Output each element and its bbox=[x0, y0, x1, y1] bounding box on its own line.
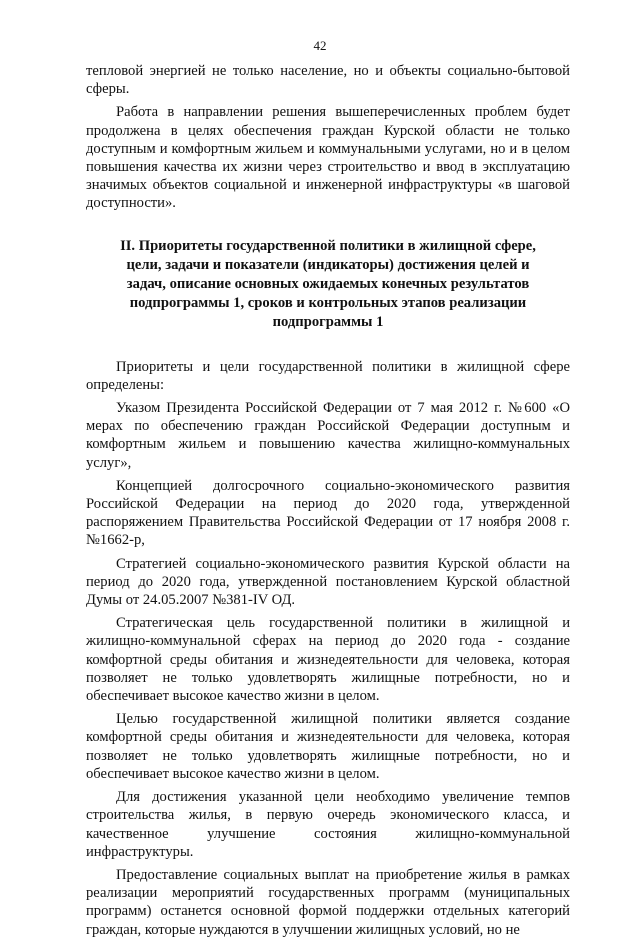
paragraph: Предоставление социальных выплат на приобретение жилья в рамках реализации мероприятий государственных программ (муниципальных программ) останется основной формой поддержки отдельных категорий граждан, которые нуждаются в улучшении жилищных условий, но не bbox=[86, 866, 570, 938]
paragraph: тепловой энергией не только население, но и объекты социально-бытовой сферы. bbox=[86, 63, 570, 98]
page-number: 42 bbox=[313, 38, 327, 53]
section-heading-line: подпрограммы 1 bbox=[272, 313, 384, 330]
section-heading-line: II. Приоритеты государственной политики в жилищной сфере, bbox=[120, 237, 536, 254]
section-heading bbox=[86, 237, 570, 332]
paragraph: Для достижения указанной цели необходимо увеличение темпов строительства жилья, в первую очередь экономического класса, и качественное улучшение состояния жилищно-коммунальной инфраструктуры. bbox=[86, 789, 570, 860]
section-heading-line: подпрограммы 1, сроков и контрольных этапов реализации bbox=[129, 294, 527, 311]
paragraph: Приоритеты и цели государственной политики в жилищной сфере определены: bbox=[86, 358, 570, 393]
page-content bbox=[86, 62, 570, 944]
paragraph: Работа в направлении решения вышеперечисленных проблем будет продолжена в целях обеспечения граждан Курской области не только доступным и комфортным жильем и коммунальными услугами, но и в целом повышения качества их жизни через строительство и ввод в эксплуатацию значимых объектов социальной и инженерной инфраструктуры «в шаговой доступности». bbox=[86, 104, 570, 212]
section-heading-line: цели, задачи и показатели (индикаторы) достижения целей и bbox=[126, 256, 530, 273]
paragraph: Стратегическая цель государственной политики в жилищной и жилищно-коммунальной сферах на период до 2020 года - создание комфортной среды обитания и жизнедеятельности для человека, которая позволяет не только удовлетворять жилищные потребности, но и обеспечивает высокое качество жизни в целом. bbox=[86, 615, 570, 705]
section-heading-line: задач, описание основных ожидаемых конечных результатов bbox=[126, 275, 530, 292]
paragraph: Целью государственной жилищной политики является создание комфортной среды обитания и жизнедеятельности для человека, которая позволяет не только удовлетворять жилищные потребности, но и обеспечивает высокое качество жизни в целом. bbox=[86, 711, 570, 782]
paragraph: Указом Президента Российской Федерации от 7 мая 2012 г. №600 «О мерах по обеспечению граждан Российской Федерации доступным и комфортным жильем и повышению качества жилищно-коммунальных услуг», bbox=[86, 400, 570, 471]
paragraph: Концепцией долгосрочного социально-экономического развития Российской Федерации на период до 2020 года, утвержденной распоряжением Правительства Российской Федерации от 17 ноября 2008 г. №1662-р, bbox=[86, 477, 570, 549]
paragraph: Стратегией социально-экономического развития Курской области на период до 2020 года, утвержденной постановлением Курской областной Думы от 24.05.2007 №381-IV ОД. bbox=[86, 555, 570, 609]
